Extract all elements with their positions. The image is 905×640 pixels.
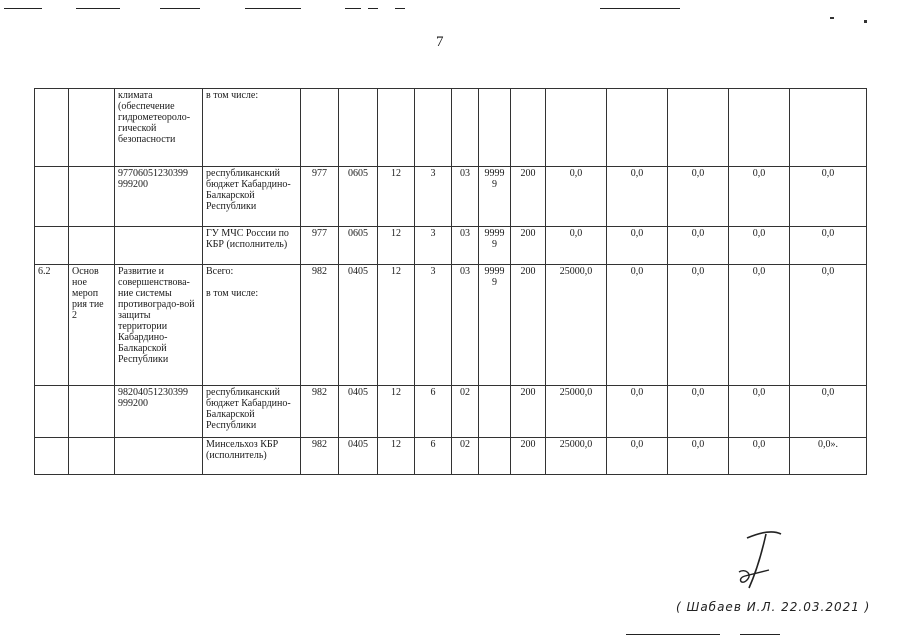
scan-line [626,634,720,635]
cell-v5: 0,0 [790,265,867,386]
cell-pr [378,89,415,167]
cell-v1 [546,89,607,167]
cell-v2: 0,0 [607,265,668,386]
table-row [35,265,867,386]
cell-v2 [607,89,668,167]
cell-cs2: 02 [452,386,479,438]
cell-v1: 25000,0 [546,438,607,475]
cell-funding: республиканский бюджет Кабардино-Балкарской Республики [203,386,301,438]
cell-v1: 25000,0 [546,265,607,386]
cell-v1: 25000,0 [546,386,607,438]
cell-cs2 [452,89,479,167]
cell-v4 [729,89,790,167]
scan-speck [830,17,834,19]
cell-cs3 [479,438,511,475]
table-row [35,167,867,227]
cell-funding: Минсельхоз КБР (исполнитель) [203,438,301,475]
cell-v1: 0,0 [546,167,607,227]
cell-v5 [790,89,867,167]
cell-funding: Всего: в том числе: [203,265,301,386]
cell-grbs: 982 [301,386,339,438]
cell-cs2: 03 [452,227,479,265]
cell-description: 98204051230399 999200 [115,386,203,438]
cell-description [115,227,203,265]
cell-v2: 0,0 [607,167,668,227]
cell-name: Основ ное мероп рия тие 2 [69,265,115,386]
cell-v1: 0,0 [546,227,607,265]
cell-rz: 0605 [339,227,378,265]
table-row [35,89,867,167]
cell-cs1: 6 [415,386,452,438]
cell-num [35,386,69,438]
cell-v2: 0,0 [607,227,668,265]
table-row [35,227,867,265]
scan-line [368,8,378,9]
cell-cs3: 9999 9 [479,227,511,265]
cell-vr: 200 [511,167,546,227]
cell-cs2: 03 [452,265,479,386]
cell-v3: 0,0 [668,167,729,227]
cell-rz: 0405 [339,386,378,438]
cell-cs2: 02 [452,438,479,475]
cell-vr: 200 [511,386,546,438]
scan-line [345,8,361,9]
cell-v5: 0,0 [790,167,867,227]
cell-pr: 12 [378,386,415,438]
cell-funding: ГУ МЧС России по КБР (исполнитель) [203,227,301,265]
cell-v4: 0,0 [729,265,790,386]
cell-v4: 0,0 [729,438,790,475]
signature-note: ( Шабаев И.Л. 22.03.2021 ) [676,600,871,614]
cell-vr: 200 [511,227,546,265]
table-row [35,386,867,438]
cell-cs1: 6 [415,438,452,475]
scan-line [245,8,301,9]
table-body [35,89,867,475]
cell-v5: 0,0 [790,386,867,438]
page-number: 7 [436,34,444,50]
scan-line [4,8,42,9]
cell-vr: 200 [511,265,546,386]
cell-num [35,89,69,167]
cell-grbs: 982 [301,438,339,475]
cell-pr: 12 [378,227,415,265]
cell-cs1: 3 [415,265,452,386]
cell-description: климата (обеспечение гидрометеороло-гической безопасности [115,89,203,167]
cell-v3: 0,0 [668,265,729,386]
cell-funding: республиканский бюджет Кабардино-Балкарской Республики [203,167,301,227]
cell-grbs [301,89,339,167]
cell-cs3: 9999 9 [479,265,511,386]
scan-line [600,8,680,9]
cell-v4: 0,0 [729,386,790,438]
handwritten-signature [735,528,785,598]
cell-cs3: 9999 9 [479,167,511,227]
cell-description: 97706051230399 999200 [115,167,203,227]
cell-pr: 12 [378,167,415,227]
cell-pr: 12 [378,438,415,475]
scan-line [740,634,780,635]
cell-v3 [668,89,729,167]
cell-name [69,227,115,265]
cell-vr [511,89,546,167]
cell-v3: 0,0 [668,386,729,438]
cell-v5: 0,0». [790,438,867,475]
cell-grbs: 977 [301,227,339,265]
cell-grbs: 977 [301,167,339,227]
cell-description: Развитие и совершенствова-ние системы противоградо-вой защиты территории Кабардино-Балкарской Республики [115,265,203,386]
cell-v3: 0,0 [668,438,729,475]
budget-table [34,88,867,475]
cell-name [69,89,115,167]
cell-rz: 0605 [339,167,378,227]
cell-num [35,227,69,265]
cell-rz: 0405 [339,438,378,475]
scan-speck [864,20,867,23]
cell-num [35,167,69,227]
cell-vr: 200 [511,438,546,475]
cell-cs1: 3 [415,227,452,265]
cell-v4: 0,0 [729,227,790,265]
cell-num [35,438,69,475]
cell-pr: 12 [378,265,415,386]
cell-v2: 0,0 [607,386,668,438]
cell-rz: 0405 [339,265,378,386]
cell-v5: 0,0 [790,227,867,265]
cell-grbs: 982 [301,265,339,386]
cell-num: 6.2 [35,265,69,386]
cell-cs3 [479,386,511,438]
cell-cs1: 3 [415,167,452,227]
cell-cs2: 03 [452,167,479,227]
cell-v4: 0,0 [729,167,790,227]
scan-line [395,8,405,9]
cell-v2: 0,0 [607,438,668,475]
cell-description [115,438,203,475]
cell-v3: 0,0 [668,227,729,265]
cell-name [69,386,115,438]
cell-name [69,438,115,475]
cell-name [69,167,115,227]
cell-rz [339,89,378,167]
scan-line [160,8,200,9]
cell-cs1 [415,89,452,167]
cell-funding: в том числе: [203,89,301,167]
scan-line [76,8,120,9]
table-row [35,438,867,475]
cell-cs3 [479,89,511,167]
